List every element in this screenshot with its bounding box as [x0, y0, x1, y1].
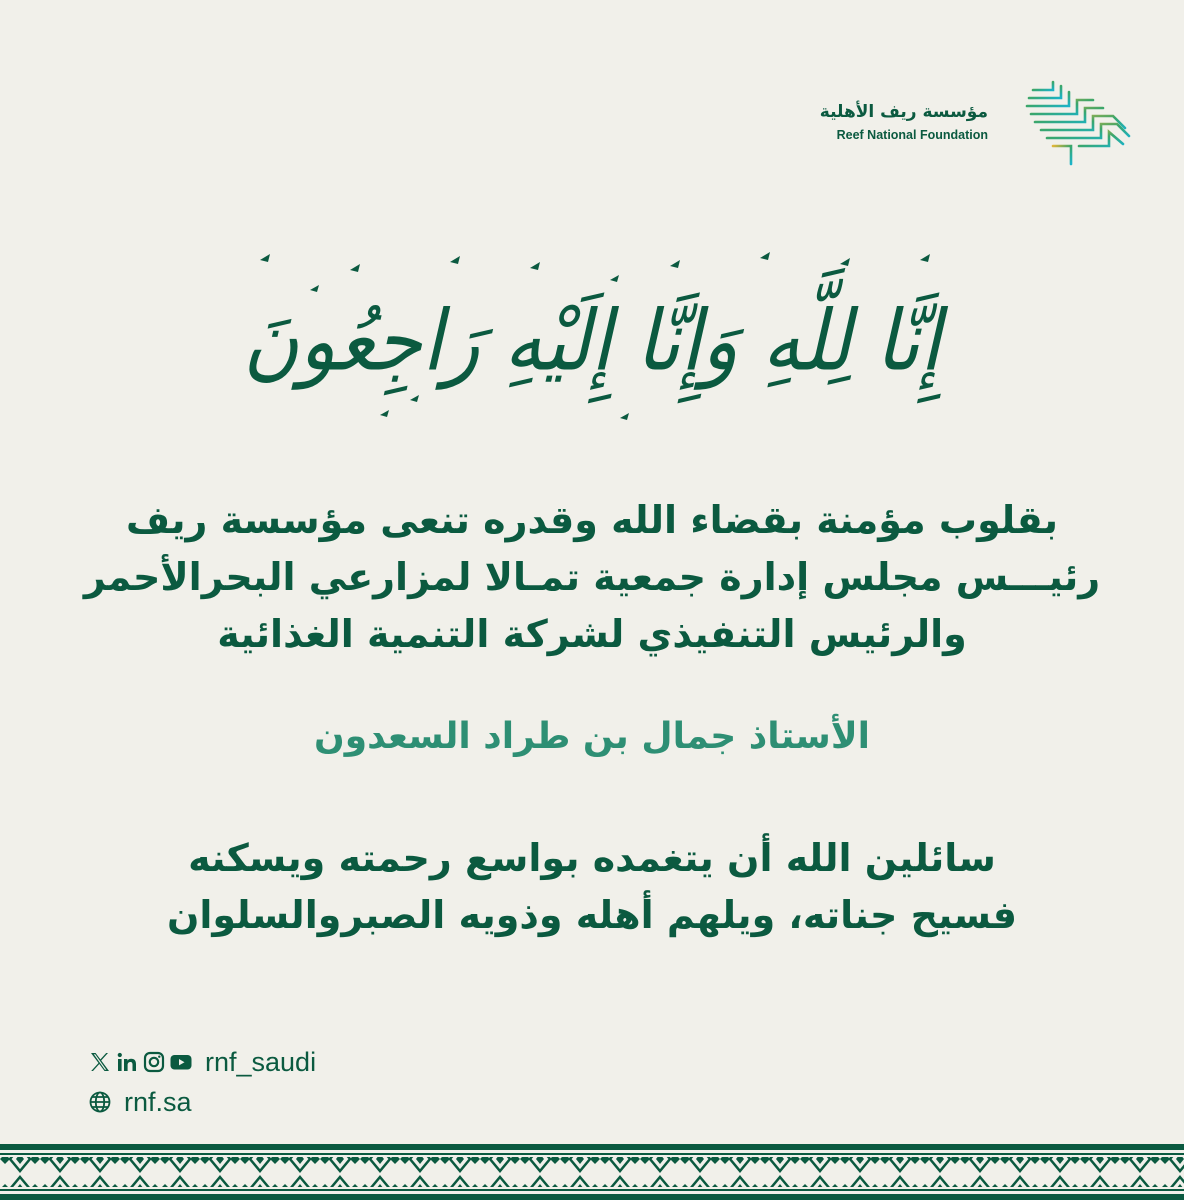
x-icon[interactable]	[88, 1050, 112, 1074]
logo-name-english: Reef National Foundation	[836, 128, 988, 142]
condolence-calligraphy	[200, 250, 984, 430]
announcement-paragraph	[0, 492, 1184, 663]
website-row	[88, 1084, 316, 1120]
announcement-line: رئيـــس مجلس إدارة جمعية تمـالا لمزارعي البحرالأحمر	[83, 555, 1101, 599]
footer-contacts	[88, 1044, 316, 1120]
social-row	[88, 1044, 316, 1080]
deceased-name: الأستاذ جمال بن طراد السعدون	[314, 716, 870, 757]
announcement-line: بقلوب مؤمنة بقضاء الله وقدره تنعى مؤسسة ريف	[125, 498, 1059, 542]
prayer-line: فسيح جناته، ويلهم أهله وذويه الصبروالسلوان	[166, 893, 1018, 937]
prayer-line: سائلين الله أن يتغمده بواسع رحمته ويسكنه	[188, 836, 996, 880]
instagram-icon[interactable]	[142, 1050, 166, 1074]
sadu-border-pattern	[0, 1144, 1184, 1200]
logo-name-arabic: مؤسسة ريف الأهلية	[819, 102, 988, 122]
prayer-paragraph	[0, 830, 1184, 944]
website-link[interactable]: rnf.sa	[124, 1086, 192, 1117]
foundation-logo	[819, 72, 1148, 172]
globe-icon	[88, 1090, 112, 1114]
announcement-line: والرئيس التنفيذي لشركة التنمية الغذائية	[217, 612, 967, 656]
youtube-icon[interactable]	[169, 1050, 193, 1074]
saudi-map-logo-icon	[1013, 72, 1148, 172]
linkedin-icon[interactable]	[115, 1050, 139, 1074]
social-handle[interactable]: rnf_saudi	[205, 1046, 317, 1077]
calligraphy-text: إِنَّا لِلَّهِ وَإِنَّا إِلَيْهِ رَاجِعُونَ	[243, 291, 941, 389]
